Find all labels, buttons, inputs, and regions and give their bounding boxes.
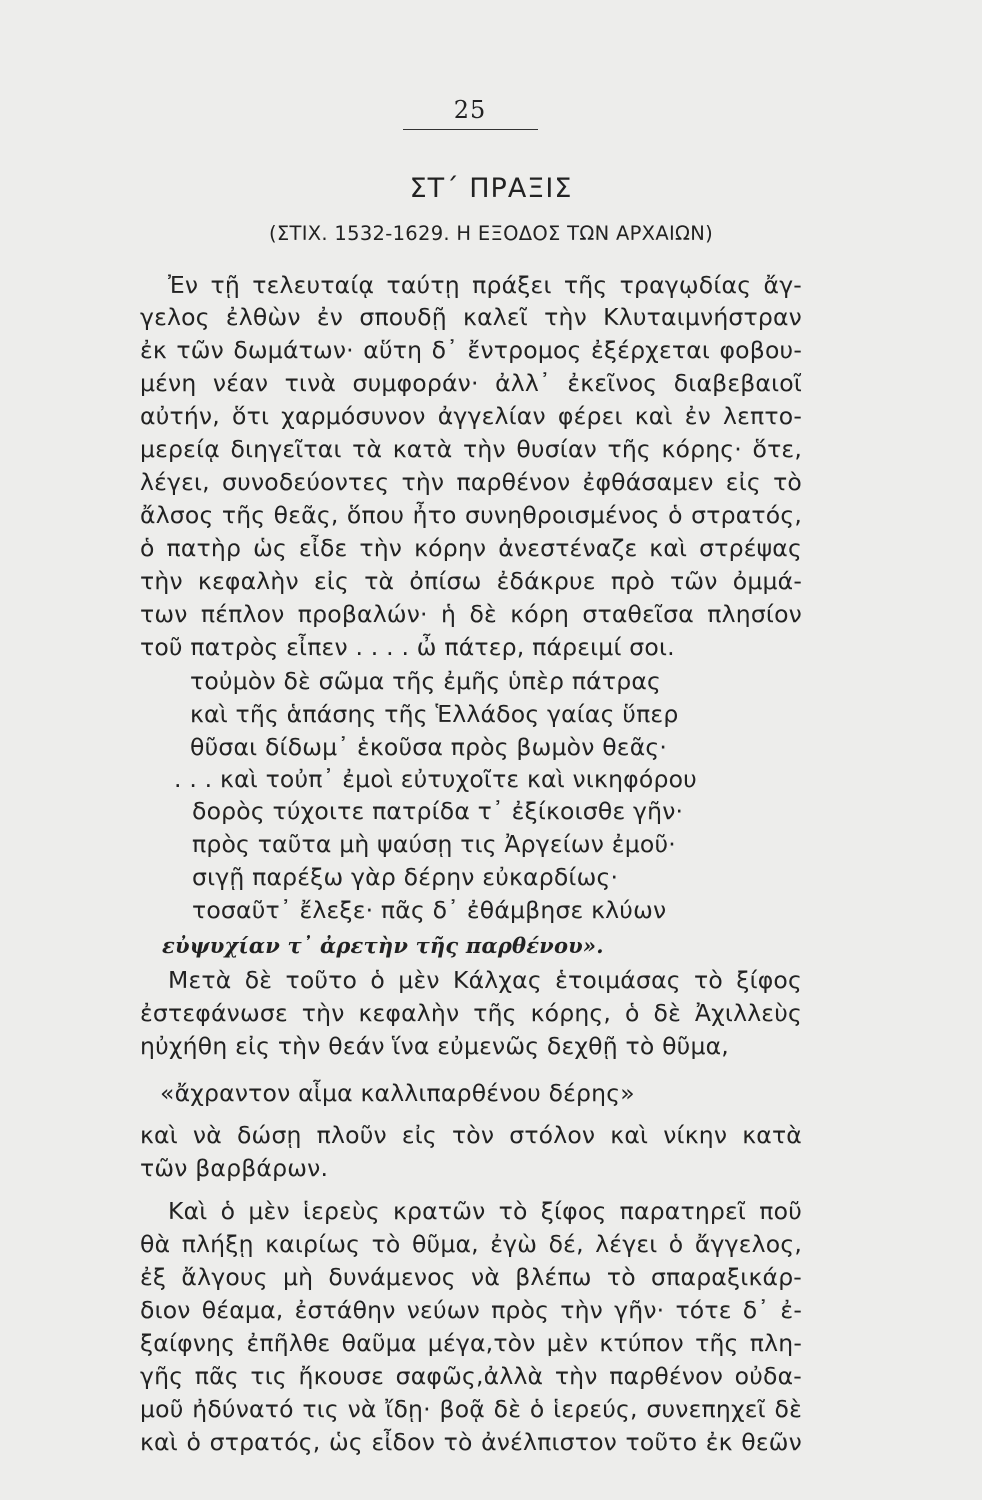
text-line: των πέπλον προβαλών· ἡ δὲ κόρη σταθεῖσα πλησίον xyxy=(140,600,802,628)
text-line: μερείᾳ διηγεῖται τὰ κατὰ τὴν θυσίαν τῆς κόρης· ὅτε, xyxy=(140,435,802,463)
text-line: τοῦ πατρὸς εἶπεν . . . . ὦ πάτερ, πάρειμί σοι. xyxy=(140,633,675,661)
text-line: καὶ νὰ δώσῃ πλοῦν εἰς τὸν στόλον καὶ νίκην κατὰ xyxy=(140,1121,802,1149)
text-line: λέγει, συνοδεύοντες τὴν παρθένον ἐφθάσαμεν εἰς τὸ xyxy=(140,468,802,496)
text-line: γελος ἐλθὼν ἐν σπουδῇ καλεῖ τὴν Κλυταιμνήστραν xyxy=(140,303,802,331)
text-line: Μετὰ δὲ τοῦτο ὁ μὲν Κάλχας ἑτοιμάσας τὸ ξίφος xyxy=(168,966,802,994)
text-line: αὐτήν, ὅτι χαρμόσυνον ἀγγελίαν φέρει καὶ ἐν λεπτο- xyxy=(140,402,802,430)
verse-line: πρὸς ταῦτα μὴ ψαύσῃ τις Ἀργείων ἐμοῦ· xyxy=(192,830,676,858)
text-line: Καὶ ὁ μὲν ἱερεὺς κρατῶν τὸ ξίφος παρατηρεῖ ποῦ xyxy=(168,1197,802,1225)
text-line: ἄλσος τῆς θεᾶς, ὅπου ἦτο συνηθροισμένος ὁ στρατός, xyxy=(140,501,802,529)
text-line: τῶν βαρβάρων. xyxy=(140,1154,329,1182)
text-line: Ἐν τῇ τελευταίᾳ ταύτῃ πράξει τῆς τραγῳδίας ἄγ- xyxy=(168,271,802,299)
act-subtitle: (ΣΤΙΧ. 1532-1629. Η ΕΞΟΔΟΣ ΤΩΝ ΑΡΧΑΙΩΝ) xyxy=(268,222,714,245)
text-line: ἐξ ἄλγους μὴ δυνάμενος νὰ βλέπω τὸ σπαραξικάρ- xyxy=(140,1263,802,1291)
text-line: μοῦ ἠδύνατό τις νὰ ἴδῃ· βοᾷ δὲ ὁ ἱερεύς, συνεπηχεῖ δὲ xyxy=(140,1395,802,1423)
page-number-rule xyxy=(403,129,538,130)
act-title: ΣΤ΄ ΠΡΑΞΙΣ xyxy=(409,173,573,204)
text-line: ὁ πατὴρ ὡς εἶδε τὴν κόρην ἀνεστέναζε καὶ στρέψας xyxy=(140,534,802,562)
verse-line: τοὐμὸν δὲ σῶμα τῆς ἐμῆς ὑπὲρ πάτρας xyxy=(190,667,662,695)
quoted-line: «ἄχραντον αἷμα καλλιπαρθένου δέρης» xyxy=(160,1079,635,1107)
text-line: ηὐχήθη εἰς τὴν θεάν ἵνα εὐμενῶς δεχθῇ τὸ θῦμα, xyxy=(140,1032,729,1060)
text-line: τὴν κεφαλὴν εἰς τὰ ὀπίσω ἐδάκρυε πρὸ τῶν ὀμμά- xyxy=(140,567,802,595)
text-line: μένη νέαν τινὰ συμφοράν· ἀλλ᾿ ἐκεῖνος διαβεβαιοῖ xyxy=(140,369,802,397)
text-line: καὶ ὁ στρατός, ὡς εἶδον τὸ ἀνέλπιστον τοῦτο ἐκ θεῶν xyxy=(140,1428,802,1456)
text-line: ξαίφνης ἐπῆλθε θαῦμα μέγα,τὸν μὲν κτύπον τῆς πλη- xyxy=(140,1329,802,1357)
verse-line: τοσαῦτ᾿ ἔλεξε· πᾶς δ᾿ ἐθάμβησε κλύων xyxy=(192,896,667,924)
verse-line: καὶ τῆς ἁπάσης τῆς Ἑλλάδος γαίας ὕπερ xyxy=(190,700,679,728)
verse-line: . . . καὶ τοὐπ᾿ ἐμοὶ εὐτυχοῖτε καὶ νικηφόρου xyxy=(174,765,697,793)
text-line: ἐστεφάνωσε τὴν κεφαλὴν τῆς κόρης, ὁ δὲ Ἀχιλλεὺς xyxy=(140,999,802,1027)
verse-line: σιγῇ παρέξω γὰρ δέρην εὐκαρδίως· xyxy=(192,863,619,891)
verse-line: εὐψυχίαν τ᾿ ἀρετὴν τῆς παρθένου». xyxy=(162,933,604,958)
text-line: θὰ πλήξῃ καιρίως τὸ θῦμα, ἐγὼ δέ, λέγει ὁ ἄγγελος, xyxy=(140,1230,802,1258)
text-line: γῆς πᾶς τις ἤκουσε σαφῶς,ἀλλὰ τὴν παρθένον οὐδα- xyxy=(140,1362,802,1390)
verse-line: θῦσαι δίδωμ᾿ ἑκοῦσα πρὸς βωμὸν θεᾶς· xyxy=(190,733,668,761)
text-line: ἐκ τῶν δωμάτων· αὕτη δ᾿ ἔντρομος ἐξέρχεται φοβου- xyxy=(140,336,802,364)
page-number: 25 xyxy=(453,96,487,124)
text-line: διον θέαμα, ἐστάθην νεύων πρὸς τὴν γῆν· τότε δ᾿ ἐ- xyxy=(140,1296,802,1324)
verse-line: δορὸς τύχοιτε πατρίδα τ᾿ ἐξίκοισθε γῆν· xyxy=(192,797,684,825)
